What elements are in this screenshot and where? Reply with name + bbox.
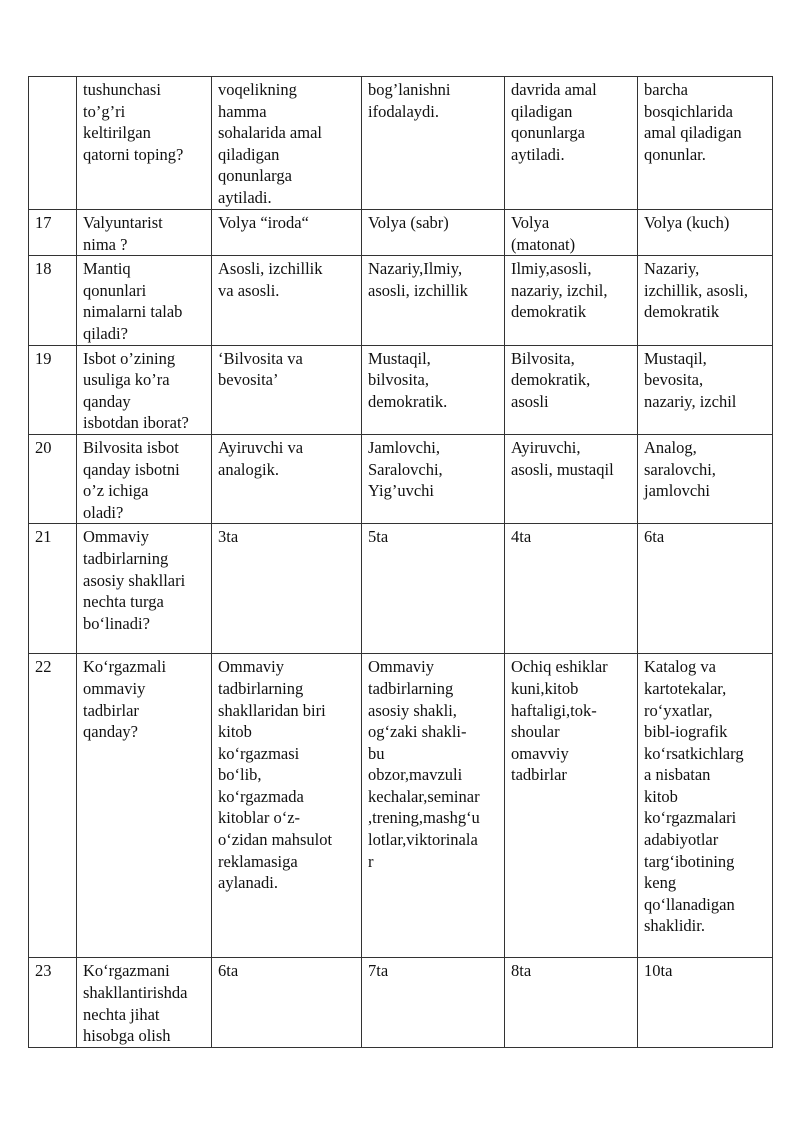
answer-option-a: Ayiruvchi va analogik. [218, 437, 304, 479]
answer-option-a: voqelikning hamma sohalarida amal qiladigan qonunlarga aytiladi. [218, 80, 322, 207]
table-cell [29, 77, 77, 210]
table-cell [505, 77, 638, 210]
question-number: 17 [35, 213, 52, 232]
question-number: 20 [35, 437, 52, 457]
answer-option-a: Volya “iroda“ [218, 213, 309, 232]
table-cell [212, 524, 362, 654]
answer-option-a: Asosli, izchillik va asosli. [218, 259, 323, 300]
answer-option-c: Bilvosita, demokratik, asosli [511, 348, 591, 411]
answer-option-d: Mustaqil, bevosita, nazariy, izchil [644, 348, 737, 411]
question-number: 19 [35, 348, 52, 368]
table-row [29, 345, 773, 434]
answer-option-d: barcha bosqichlarida amal qiladigan qonunlar. [644, 80, 742, 164]
answer-option-d: Volya (kuch) [644, 213, 730, 232]
table-row [29, 958, 773, 1047]
question-text: tushunchasi to’g’ri keltirilgan qatorni toping? [83, 80, 184, 164]
table-cell [638, 345, 773, 434]
table-cell [29, 210, 77, 256]
answer-option-c: Ochiq eshiklar kuni,kitob haftaligi,tok- shoular omavviy tadbirlar [511, 657, 608, 785]
table-cell [77, 434, 212, 523]
table-cell [505, 958, 638, 1047]
answer-option-d: Analog, saralovchi, jamlovchi [644, 437, 716, 501]
table-cell [77, 524, 212, 654]
table-row [29, 434, 773, 523]
answer-option-a: ‘Bilvosita va bevosita’ [218, 348, 303, 390]
table-cell [77, 345, 212, 434]
table-cell [638, 77, 773, 210]
question-text: Ommaviy tadbirlarning asosiy shakllari nechta turga bo‘linadi? [83, 527, 186, 633]
table-cell [29, 345, 77, 434]
question-number: 22 [35, 657, 52, 677]
question-text: Valyuntarist nima ? [83, 213, 163, 254]
table-cell [29, 524, 77, 654]
answer-option-b: Ommaviy tadbirlarning asosiy shakli, og‘zaki shakli- bu obzor,mavzuli kechalar,seminar ,trening,mashg‘u lotlar,viktorinala r [368, 657, 480, 871]
table-cell [77, 256, 212, 345]
answer-option-a: 6ta [218, 961, 239, 981]
answer-option-d: 10ta [644, 961, 673, 981]
table-cell [77, 958, 212, 1047]
table-cell [638, 654, 773, 958]
answer-option-a: 3ta [218, 527, 239, 547]
table-cell [505, 434, 638, 523]
table-row [29, 77, 773, 210]
answer-option-c: Volya (matonat) [511, 213, 576, 254]
table-cell [638, 524, 773, 654]
table-cell [77, 77, 212, 210]
answer-option-d: 6ta [644, 527, 665, 547]
answer-option-d: Katalog va kartotekalar, ro‘yxatlar, bibl-iografik ko‘rsatkichlarg a nisbatan kitob ko‘rgazmalari adabiyotlar targ‘ibotining keng qo‘llanadigan shaklidir. [644, 657, 744, 936]
table-cell [29, 958, 77, 1047]
table-cell [77, 210, 212, 256]
question-text: Ko‘rgazmani shakllantirishda nechta jihat hisobga olish [83, 961, 188, 1046]
answer-option-c: Ayiruvchi, asosli, mustaqil [511, 437, 614, 479]
table-cell [212, 345, 362, 434]
table-cell [362, 434, 505, 523]
answer-option-c: 4ta [511, 527, 532, 547]
table-cell [638, 210, 773, 256]
table-cell [362, 210, 505, 256]
table-cell [362, 345, 505, 434]
answer-option-c: davrida amal qiladigan qonunlarga aytiladi. [511, 80, 597, 164]
question-text: Ko‘rgazmali ommaviy tadbirlar qanday? [83, 657, 167, 742]
table-cell [638, 958, 773, 1047]
table-cell [362, 524, 505, 654]
table-row [29, 210, 773, 256]
answer-option-b: Jamlovchi, Saralovchi, Yig’uvchi [368, 437, 443, 501]
table-row [29, 654, 773, 958]
quiz-table-body [29, 77, 773, 1048]
answer-option-b: Volya (sabr) [368, 213, 449, 232]
table-cell [505, 256, 638, 345]
table-cell [362, 77, 505, 210]
answer-option-b: Nazariy,Ilmiy, asosli, izchillik [368, 259, 468, 300]
table-cell [29, 434, 77, 523]
table-cell [362, 958, 505, 1047]
question-number: 21 [35, 527, 52, 547]
table-row [29, 256, 773, 345]
question-text: Isbot o’zining usuliga ko’ra qanday isbotdan iborat? [83, 348, 189, 433]
table-cell [29, 256, 77, 345]
table-cell [212, 958, 362, 1047]
answer-option-b: Mustaqil, bilvosita, demokratik. [368, 348, 448, 411]
table-cell [505, 345, 638, 434]
answer-option-c: Ilmiy,asosli, nazariy, izchil, demokratik [511, 259, 608, 322]
table-cell [212, 654, 362, 958]
question-number: 23 [35, 961, 52, 981]
table-cell [362, 256, 505, 345]
answer-option-b: 5ta [368, 527, 389, 547]
table-cell [505, 524, 638, 654]
table-cell [638, 256, 773, 345]
quiz-table [28, 76, 773, 1048]
answer-option-c: 8ta [511, 961, 532, 981]
table-cell [212, 210, 362, 256]
question-number: 18 [35, 259, 52, 279]
table-cell [505, 210, 638, 256]
answer-option-a: Ommaviy tadbirlarning shakllaridan biri kitob ko‘rgazmasi bo‘lib, ko‘rgazmada kitoblar o‘z- o‘zidan mahsulot reklamasiga aylanadi. [218, 657, 333, 893]
answer-option-b: bog’lanishni ifodalaydi. [368, 80, 451, 121]
question-text: Bilvosita isbot qanday isbotni o’z ichiga oladi? [83, 437, 180, 522]
table-cell [638, 434, 773, 523]
answer-option-d: Nazariy, izchillik, asosli, demokratik [644, 259, 749, 322]
table-cell [362, 654, 505, 958]
table-cell [29, 654, 77, 958]
table-cell [212, 256, 362, 345]
table-cell [212, 434, 362, 523]
table-cell [212, 77, 362, 210]
table-cell [505, 654, 638, 958]
question-text: Mantiq qonunlari nimalarni talab qiladi? [83, 259, 183, 343]
table-cell [77, 654, 212, 958]
table-row [29, 524, 773, 654]
answer-option-b: 7ta [368, 961, 389, 981]
